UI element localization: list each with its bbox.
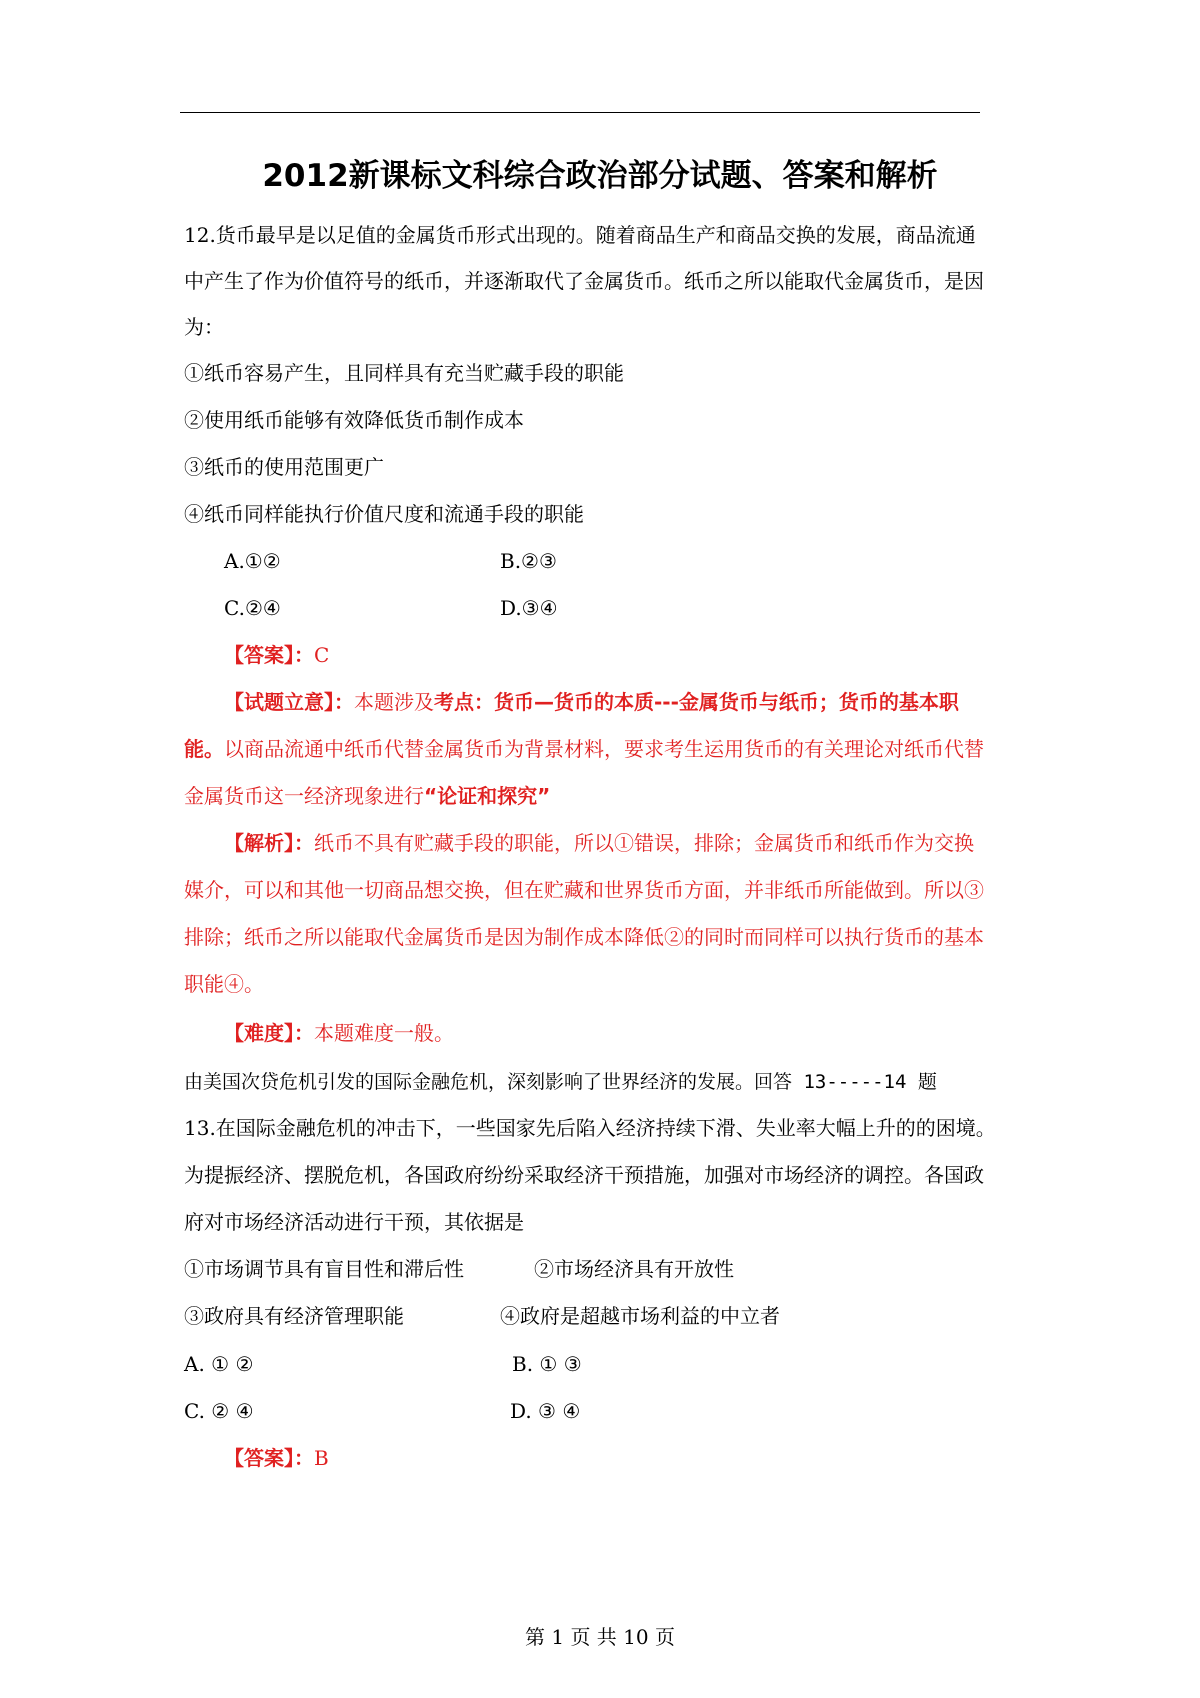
q12-item: ③纸币的使用范围更广 xyxy=(184,455,384,479)
q13-stem-line: 13.在国际金融危机的冲击下，一些国家先后陷入经济持续下滑、失业率大幅上升的的困境。 xyxy=(184,1116,996,1140)
q12-analysis-line: 媒介，可以和其他一切商品想交换，但在贮藏和世界货币方面，并非纸币所能做到。所以③ xyxy=(184,878,984,902)
page-title: 2012新课标文科综合政治部分试题、答案和解析 xyxy=(262,158,938,194)
q12-stem-line: 12.货币最早是以足值的金属货币形式出现的。随着商品生产和商品交换的发展，商品流通 xyxy=(184,223,976,247)
q13-item: ④政府是超越市场利益的中立者 xyxy=(500,1304,780,1328)
q12-stem-line: 为： xyxy=(184,315,224,339)
q12-option-b: B.②③ xyxy=(500,549,557,573)
q12-intent-line xyxy=(224,678,959,726)
intent-keypoint: 考点：货币—货币的本质---金属货币与纸币；货币的基本职 xyxy=(434,690,959,714)
analysis-tag: 【解析】： xyxy=(224,831,314,855)
q12-stem-line: 中产生了作为价值符号的纸币，并逐渐取代了金属货币。纸币之所以能取代金属货币，是因 xyxy=(184,269,984,293)
intent-keypoint: 能。 xyxy=(184,737,224,761)
q12-option-a: A.①② xyxy=(224,549,281,573)
intent-text: 本题涉及 xyxy=(354,690,434,714)
q13-stem-line: 府对市场经济活动进行干预，其依据是 xyxy=(184,1210,524,1234)
q12-analysis-line: 职能④。 xyxy=(184,972,264,996)
q12-intent-line xyxy=(184,772,550,820)
q13-item: ①市场调节具有盲目性和滞后性 xyxy=(184,1257,464,1281)
q13-item: ②市场经济具有开放性 xyxy=(534,1257,734,1281)
analysis-text: 纸币不具有贮藏手段的职能，所以①错误，排除；金属货币和纸币作为交换 xyxy=(314,831,974,855)
intent-text: 以商品流通中纸币代替金属货币为背景材料，要求考生运用货币的有关理论对纸币代替 xyxy=(224,737,984,761)
header-rule xyxy=(180,112,980,113)
answer-value: B xyxy=(314,1446,329,1470)
q12-option-c: C.②④ xyxy=(224,596,281,620)
q13-option-a: A. ① ② xyxy=(184,1352,254,1376)
q13-item: ③政府具有经济管理职能 xyxy=(184,1304,404,1328)
q12-item: ①纸币容易产生，且同样具有充当贮藏手段的职能 xyxy=(184,361,624,385)
q12-answer xyxy=(224,631,329,679)
answer-value: C xyxy=(314,643,330,667)
answer-tag: 【答案】： xyxy=(224,643,314,667)
q12-intent-line xyxy=(184,725,984,773)
q12-difficulty xyxy=(224,1009,454,1057)
q12-option-d: D.③④ xyxy=(500,596,558,620)
page-footer: 第 1 页 共 10 页 xyxy=(525,1625,675,1649)
q13-option-c: C. ② ④ xyxy=(184,1399,254,1423)
q12-analysis-line xyxy=(224,819,974,867)
difficulty-tag: 【难度】： xyxy=(224,1021,314,1045)
difficulty-text: 本题难度一般。 xyxy=(314,1021,454,1045)
intent-keypoint: “论证和探究” xyxy=(424,784,551,808)
intent-text: 金属货币这一经济现象进行 xyxy=(184,784,424,808)
q13-answer xyxy=(224,1434,329,1482)
q13-option-b: B. ① ③ xyxy=(512,1352,582,1376)
q13-option-d: D. ③ ④ xyxy=(510,1399,581,1423)
answer-tag: 【答案】： xyxy=(224,1446,314,1470)
q12-analysis-line: 排除；纸币之所以能取代金属货币是因为制作成本降低②的同时而同样可以执行货币的基本 xyxy=(184,925,984,949)
q13-stem-line: 为提振经济、摆脱危机，各国政府纷纷采取经济干预措施，加强对市场经济的调控。各国政 xyxy=(184,1163,984,1187)
q12-item: ②使用纸币能够有效降低货币制作成本 xyxy=(184,408,524,432)
q13-14-intro: 由美国次贷危机引发的国际金融危机，深刻影响了世界经济的发展。回答 13-----14 题 xyxy=(184,1071,937,1093)
intent-tag: 【试题立意】： xyxy=(224,690,354,714)
q12-item: ④纸币同样能执行价值尺度和流通手段的职能 xyxy=(184,502,584,526)
